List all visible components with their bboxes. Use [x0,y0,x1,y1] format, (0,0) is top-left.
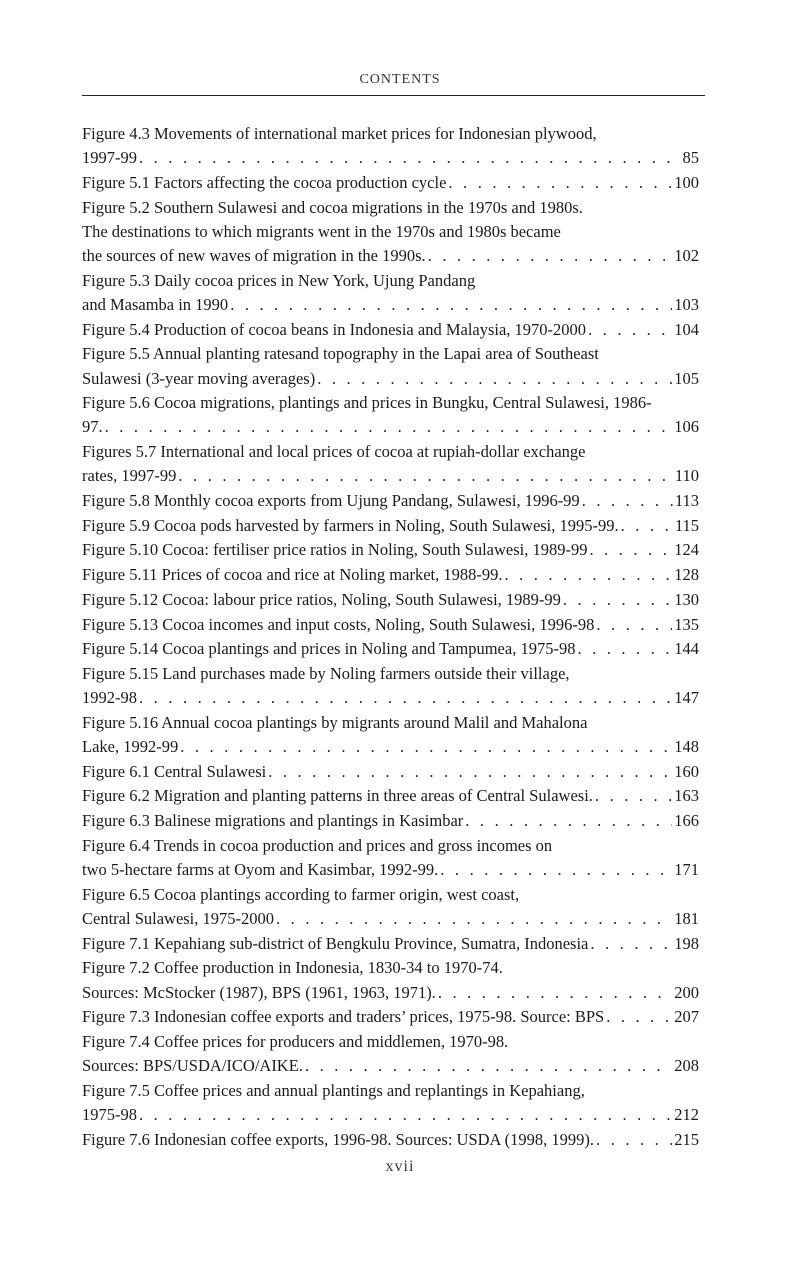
toc-entry-last-line [82,563,699,587]
toc-page-number: 181 [674,909,699,928]
toc-entry-text: Figure 6.1 Central Sulawesi [82,761,267,781]
page-number: xvii [385,1158,415,1175]
toc-entry [82,956,699,1004]
toc-entry-last-line [82,489,699,513]
toc-entry-line: Figure 5.2 Southern Sulawesi and cocoa migrations in the 1970s and 1980s. [82,197,583,217]
toc-entry-text: the sources of new waves of migration in the 1990s. [82,246,426,266]
dot-leader [268,760,672,784]
toc-entry-last-line [82,981,699,1005]
toc-page-number: 200 [674,982,699,1002]
dot-leader [606,1005,672,1029]
toc-entry [82,1128,699,1152]
dot-leader [595,784,672,808]
toc-entry-last-line [82,171,699,195]
toc-entry-last-line [82,318,699,342]
toc-entry-line: Figure 5.3 Daily cocoa prices in New York, Ujung Pandang [82,270,476,290]
dot-leader [621,514,673,538]
dot-leader [596,613,672,637]
toc-page-number: 198 [674,933,699,953]
toc-entry-text: Sulawesi (3-year moving averages) [82,368,316,388]
toc-entry-last-line [82,907,699,931]
toc-page-number: 128 [674,565,699,585]
toc-entry-last-line [82,858,699,882]
toc-entry-text: Figure 7.3 Indonesian coffee exports and traders’ prices, 1975-98. Source: BPS [82,1007,605,1027]
toc-entry-text: 1997-99 [82,148,137,168]
toc-entry-text: Figure 5.9 Cocoa pods harvested by farmers in Noling, South Sulawesi, 1995-99. [82,515,619,535]
toc-entry [82,834,699,882]
toc-entry-line: Figure 4.3 Movements of international market prices for Indonesian plywood, [82,124,597,143]
toc-entry-text: rates, 1997-99 [82,466,177,486]
toc-entry [82,514,699,538]
toc-entry [82,588,699,612]
toc-entry-text: 97. [82,417,103,437]
toc-entry [82,196,699,269]
toc-entry [82,1005,699,1029]
toc-entry-last-line [82,637,699,661]
toc-page-number: 147 [674,688,699,708]
dot-leader [139,686,672,710]
toc-entry [82,489,699,513]
toc-entry [82,122,699,170]
toc-entry-line: Figure 7.2 Coffee production in Indonesia, 1830-34 to 1970-74. [82,958,503,978]
dot-leader [230,293,672,317]
toc-entry [82,563,699,587]
toc-page-number: 105 [674,368,699,388]
toc-entry [82,1030,699,1078]
toc-entry-last-line [82,415,699,439]
toc-page-number: 160 [674,761,699,781]
toc-page-number: 144 [674,639,699,659]
dot-leader [276,907,672,931]
toc-entry [82,318,699,342]
toc-entry-last-line [82,146,699,170]
toc-entry-line: The destinations to which migrants went in the 1970s and 1980s became [82,221,561,241]
toc-page-number: 171 [674,860,699,880]
dot-leader [563,588,672,612]
toc-page-number: 130 [674,589,699,609]
list-of-figures [82,122,699,1153]
toc-entry-last-line [82,809,699,833]
toc-entry-text: Figure 6.3 Balinese migrations and plantings in Kasimbar [82,811,464,831]
toc-entry [82,391,699,439]
toc-entry-last-line [82,538,699,562]
toc-entry-last-line [82,293,699,317]
toc-entry-last-line [82,244,699,268]
toc-page-number: 124 [674,540,699,560]
toc-entry-last-line [82,1103,699,1127]
toc-entry-last-line [82,588,699,612]
toc-entry-last-line [82,1128,699,1152]
toc-entry-text: Lake, 1992-99 [82,737,179,757]
toc-page-number: 208 [674,1056,699,1076]
dot-leader [139,1103,672,1127]
dot-leader [582,489,673,513]
toc-entry-last-line [82,686,699,710]
toc-entry [82,637,699,661]
toc-entry-last-line [82,932,699,956]
dot-leader [139,146,681,170]
dot-leader [577,637,672,661]
toc-entry-line: Figure 7.4 Coffee prices for producers and middlemen, 1970-98. [82,1032,509,1052]
dot-leader [440,858,672,882]
toc-entry-text: Figure 6.2 Migration and planting patterns in three areas of Central Sulawesi. [82,786,593,806]
dot-leader [428,244,673,268]
toc-entry-text: Figure 5.14 Cocoa plantings and prices in Noling and Tampumea, 1975-98 [82,639,576,659]
toc-entry-text: Figure 7.6 Indonesian coffee exports, 1996-98. Sources: USDA (1998, 1999). [82,1129,595,1149]
toc-entry [82,662,699,710]
toc-entry-line: Figure 5.5 Annual planting ratesand topography in the Lapai area of Southeast [82,344,599,364]
dot-leader [438,981,672,1005]
toc-page-number: 163 [674,786,699,806]
toc-entry-line: Figure 5.16 Annual cocoa plantings by migrants around Malil and Mahalona [82,712,588,732]
dot-leader [465,809,672,833]
dot-leader [588,318,672,342]
toc-entry-text: Sources: McStocker (1987), BPS (1961, 1963, 1971). [82,982,436,1002]
toc-entry [82,269,699,317]
toc-entry-text: Central Sulawesi, 1975-2000 [82,909,275,928]
toc-entry-text: Sources: BPS/USDA/ICO/AIKE. [82,1056,303,1076]
toc-page-number: 115 [674,515,699,535]
toc-entry-text: Figure 5.13 Cocoa incomes and input costs, Noling, South Sulawesi, 1996-98 [82,614,595,634]
dot-leader [448,171,672,195]
toc-page-number: 135 [674,614,699,634]
toc-page-number: 148 [674,737,699,757]
toc-page-number: 207 [674,1007,699,1027]
toc-entry [82,613,699,637]
toc-page-number: 100 [674,172,699,192]
toc-entry [82,760,699,784]
toc-page-number: 102 [674,246,699,266]
toc-entry-last-line [82,1054,699,1078]
toc-entry-text: and Masamba in 1990 [82,294,229,314]
toc-entry [82,809,699,833]
toc-entry-line: Figure 7.5 Coffee prices and annual plantings and replantings in Kepahiang, [82,1080,585,1100]
toc-entry-text: two 5-hectare farms at Oyom and Kasimbar, 1992-99. [82,860,439,880]
toc-entry-text: Figure 5.12 Cocoa: labour price ratios, Noling, South Sulawesi, 1989-99 [82,589,561,609]
toc-entry [82,171,699,195]
dot-leader [178,464,672,488]
toc-entry-last-line [82,784,699,808]
dot-leader [596,1128,672,1152]
toc-entry [82,932,699,956]
toc-entry-text: 1992-98 [82,688,137,708]
toc-entry-text: Figure 5.11 Prices of cocoa and rice at Noling market, 1988-99. [82,565,503,585]
toc-entry-last-line [82,735,699,759]
toc-entry-line: Figure 6.4 Trends in cocoa production and prices and gross incomes on [82,835,553,855]
toc-page-number: 215 [674,1129,699,1149]
toc-page-number: 113 [674,491,699,511]
toc-page-number: 106 [674,417,699,437]
dot-leader [504,563,672,587]
toc-entry-line: Figure 5.6 Cocoa migrations, plantings and prices in Bungku, Central Sulawesi, 1986- [82,393,652,413]
dot-leader [589,538,672,562]
toc-entry-line: Figure 5.15 Land purchases made by Noling farmers outside their village, [82,663,570,683]
toc-page-number: 85 [682,148,699,168]
toc-entry [82,538,699,562]
toc-page-number: 104 [674,319,699,339]
toc-page-number: 103 [674,294,699,314]
toc-entry-text: Figure 5.1 Factors affecting the cocoa production cycle [82,172,447,192]
toc-entry-last-line [82,464,699,488]
toc-entry-text: Figure 5.4 Production of cocoa beans in Indonesia and Malaysia, 1970-2000 [82,319,587,339]
toc-entry-text: Figure 5.10 Cocoa: fertiliser price ratios in Noling, South Sulawesi, 1989-99 [82,540,588,560]
toc-entry-last-line [82,367,699,391]
toc-entry-last-line [82,760,699,784]
toc-entry-text: Figure 5.8 Monthly cocoa exports from Ujung Pandang, Sulawesi, 1996-99 [82,491,580,511]
toc-entry-line: Figures 5.7 International and local prices of cocoa at rupiah-dollar exchange [82,442,586,462]
toc-page-number: 212 [674,1105,699,1125]
dot-leader [590,932,672,956]
dot-leader [105,415,673,439]
toc-entry-text: 1975-98 [82,1105,137,1125]
header-rule [82,95,705,96]
toc-entry-last-line [82,514,699,538]
toc-entry [82,1079,699,1127]
toc-entry [82,342,699,390]
dot-leader [317,367,672,391]
toc-entry-text: Figure 7.1 Kepahiang sub-district of Bengkulu Province, Sumatra, Indonesia [82,933,589,953]
toc-page-number: 166 [674,811,699,831]
toc-entry [82,784,699,808]
toc-entry-last-line [82,1005,699,1029]
toc-entry [82,440,699,488]
dot-leader [305,1054,672,1078]
dot-leader [180,735,672,759]
running-head: CONTENTS [359,72,441,87]
toc-entry-last-line [82,613,699,637]
toc-entry [82,883,699,931]
toc-entry [82,711,699,759]
toc-page-number: 110 [674,466,699,486]
toc-entry-line: Figure 6.5 Cocoa plantings according to farmer origin, west coast, [82,884,520,904]
